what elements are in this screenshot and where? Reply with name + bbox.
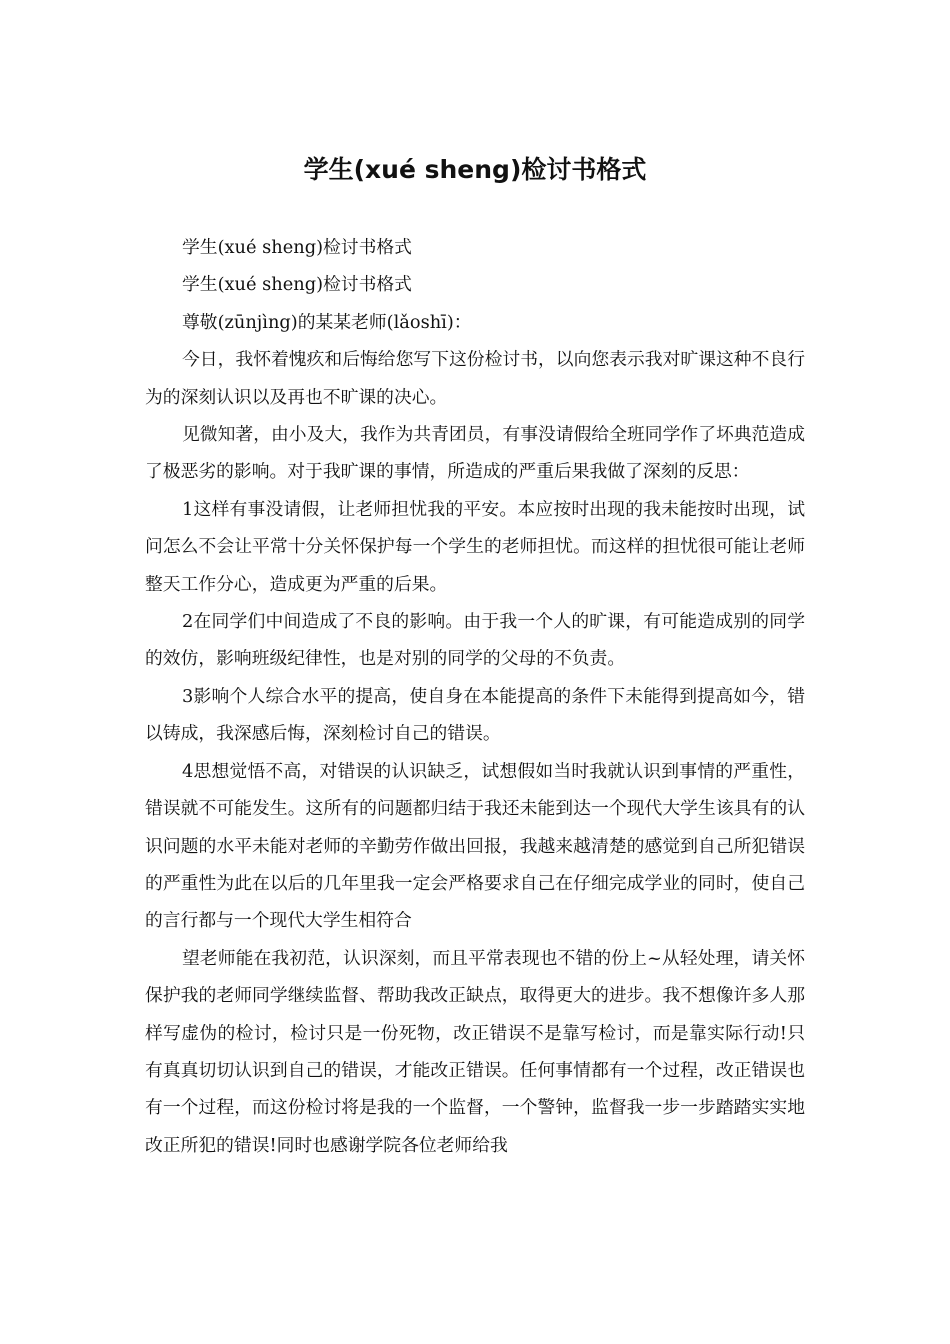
paragraph-heading-repeat-2: 学生(xué sheng)检讨书格式: [182, 274, 412, 296]
document-title: 学生(xué sheng)检讨书格式: [303, 155, 647, 184]
paragraph-heading-repeat-1: 学生(xué sheng)检讨书格式: [182, 237, 412, 258]
paragraph-point-3: 3影响个人综合水平的提高，使自身在本能提高的条件下未能得到提高如今，错以铸成，我深感后悔，深刻检讨自己的错误。: [145, 685, 805, 745]
paragraph-point-4: 4思想觉悟不高，对错误的认识缺乏，试想假如当时我就认识到事情的严重性，错误就不可能发生。这所有的问题都归结于我还未能到达一个现代大学生该具有的认识问题的水平未能对老师的辛勤劳作做出回报，我越来越清楚的感觉到自己所犯错误的严重性为此在以后的几年里我一定会严格要求自己在仔细完成学业的同时，使自己的言行都与一个现代大学生相符合: [145, 760, 805, 932]
paragraph-closing: 望老师能在我初范，认识深刻，而且平常表现也不错的份上~从轻处理，请关怀保护我的老师同学继续监督、帮助我改正缺点，取得更大的进步。我不想像许多人那样写虚伪的检讨，检讨只是一份死物，改正错误不是靠写检讨，而是靠实际行动!只有真真切切认识到自己的错误，才能改正错误。任何事情都有一个过程，改正错误也有一个过程，而这份检讨将是我的一个监督，一个警钟，监督我一步一步踏踏实实地改正所犯的错误!同时也感谢学院各位老师给我: [145, 947, 805, 1156]
document-body: [145, 229, 805, 1164]
paragraph-reflection: 见微知著，由小及大，我作为共青团员，有事没请假给全班同学作了坏典范造成了极恶劣的影响。对于我旷课的事情，所造成的严重后果我做了深刻的反思：: [145, 424, 805, 483]
paragraph-point-1: 1这样有事没请假，让老师担忧我的平安。本应按时出现的我未能按时出现，试问怎么不会让平常十分关怀保护每一个学生的老师担忧。而这样的担忧很可能让老师整天工作分心，造成更为严重的后果。: [145, 498, 805, 595]
paragraph-opening: 今日，我怀着愧疚和后悔给您写下这份检讨书，以向您表示我对旷课这种不良行为的深刻认识以及再也不旷课的决心。: [145, 349, 805, 408]
paragraph-point-2: 2在同学们中间造成了不良的影响。由于我一个人的旷课，有可能造成别的同学的效仿，影响班级纪律性，也是对别的同学的父母的不负责。: [145, 611, 805, 670]
paragraph-salutation: 尊敬(zūnjìng)的某某老师(lǎoshī)：: [182, 311, 472, 333]
